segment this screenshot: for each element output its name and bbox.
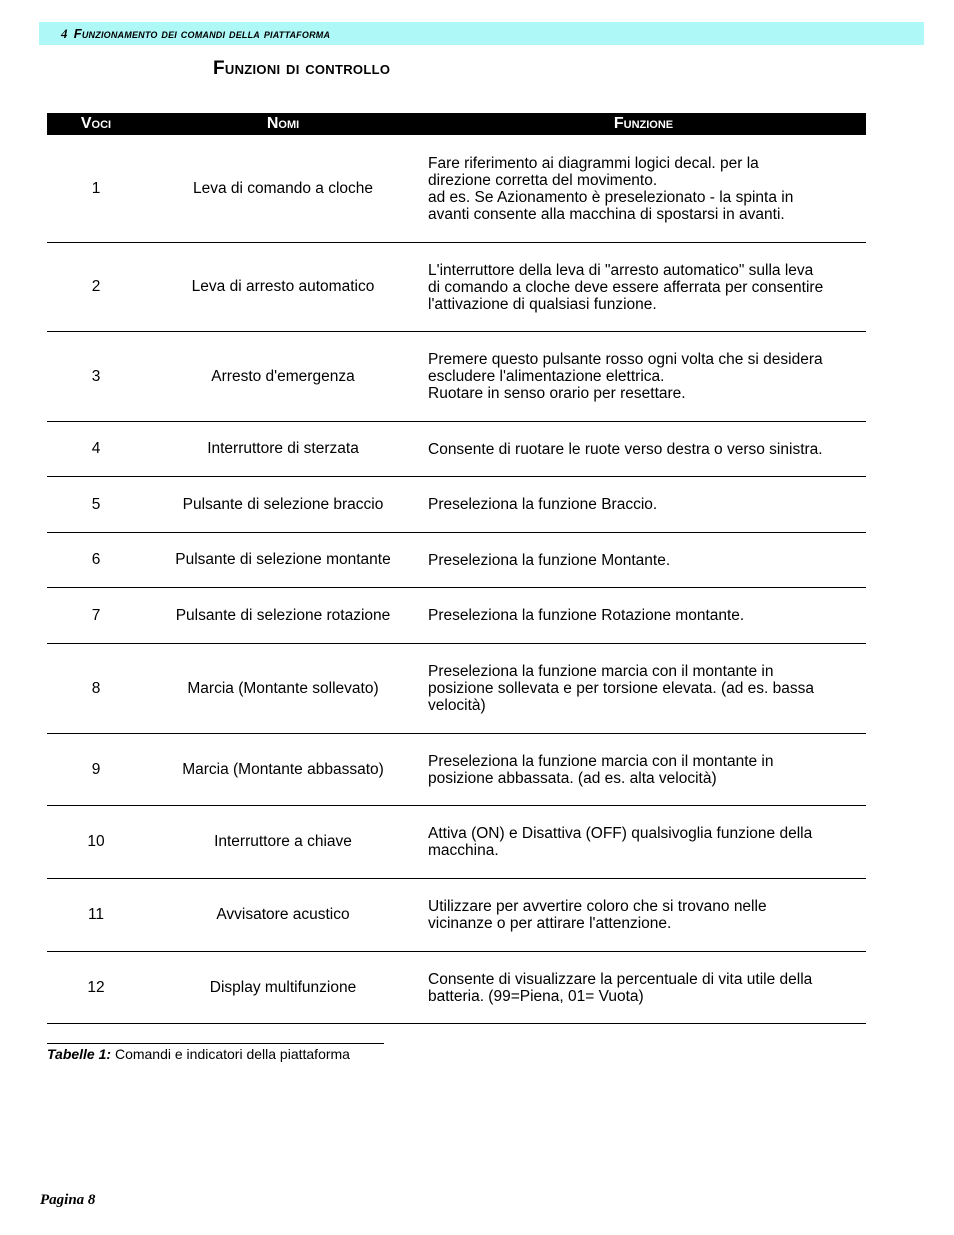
row-control-name: Arresto d'emergenza bbox=[211, 367, 355, 385]
table-row bbox=[47, 243, 866, 332]
controls-table bbox=[47, 113, 866, 1024]
row-control-name: Marcia (Montante abbassato) bbox=[182, 760, 384, 778]
row-control-name: Pulsante di selezione braccio bbox=[182, 495, 384, 513]
table-header bbox=[47, 113, 866, 135]
table-row bbox=[47, 135, 866, 243]
column-header-nomi: Nomi bbox=[266, 115, 300, 132]
table-row bbox=[47, 734, 866, 806]
caption-text: Comandi e indicatori della piattaforma bbox=[114, 1046, 350, 1062]
row-control-name: Leva di arresto automatico bbox=[191, 278, 375, 295]
row-function-description: Preseleziona la funzione Montante. bbox=[428, 551, 671, 569]
row-function-description: Consente di visualizzare la percentuale di vita utile della batteria. (99=Piena, 01= Vuota) bbox=[428, 970, 813, 1005]
row-item-number: 4 bbox=[91, 440, 101, 457]
table-row bbox=[47, 477, 866, 533]
table-row bbox=[47, 644, 866, 734]
row-control-name: Display multifunzione bbox=[209, 978, 357, 996]
row-control-name: Marcia (Montante sollevato) bbox=[187, 679, 379, 697]
row-item-number: 5 bbox=[91, 495, 101, 513]
table-row bbox=[47, 952, 866, 1024]
table-row bbox=[47, 879, 866, 952]
column-header-funzione: Funzione bbox=[613, 115, 674, 132]
row-function-description: Premere questo pulsante rosso ogni volta che si desidera escludere l'alimentazione elettrica. Ruotare in senso orario per resettare. bbox=[428, 351, 823, 402]
row-item-number: 1 bbox=[91, 179, 101, 197]
table-row bbox=[47, 588, 866, 644]
row-control-name: Avvisatore acustico bbox=[216, 906, 350, 923]
row-item-number: 2 bbox=[91, 278, 101, 295]
row-function-description: Preseleziona la funzione Rotazione montante. bbox=[428, 607, 745, 624]
table-body bbox=[47, 135, 866, 1024]
row-control-name: Leva di comando a cloche bbox=[192, 179, 374, 197]
table-row bbox=[47, 332, 866, 422]
table-row bbox=[47, 422, 866, 477]
row-item-number: 3 bbox=[91, 367, 101, 385]
row-function-description: Fare riferimento ai diagrammi logici decal. per la direzione corretta del movimento. ad es. Se Azionamento è preselezionato - la spinta in avanti consente alla macchina di spostarsi in avanti. bbox=[428, 154, 794, 223]
row-function-description: Utilizzare per avvertire coloro che si trovano nelle vicinanze o per attirare l'attenzione. bbox=[428, 898, 767, 932]
row-item-number: 12 bbox=[87, 978, 105, 996]
table-row bbox=[47, 806, 866, 879]
row-control-name: Pulsante di selezione montante bbox=[175, 551, 391, 568]
table-caption bbox=[47, 1043, 384, 1062]
row-function-description: Preseleziona la funzione Braccio. bbox=[428, 496, 658, 513]
row-item-number: 8 bbox=[91, 679, 101, 697]
row-function-description: Preseleziona la funzione marcia con il montante in posizione sollevata e per torsione elevata. (ad es. bassa velocità) bbox=[428, 663, 815, 714]
table-row bbox=[47, 533, 866, 588]
row-function-description: Preseleziona la funzione marcia con il montante in posizione abbassata. (ad es. alta velocità) bbox=[428, 752, 774, 787]
row-function-description: Consente di ruotare le ruote verso destra o verso sinistra. bbox=[428, 440, 823, 458]
row-control-name: Interruttore di sterzata bbox=[207, 440, 359, 457]
row-control-name: Interruttore a chiave bbox=[214, 833, 352, 850]
row-item-number: 10 bbox=[87, 833, 105, 850]
row-function-description: Attiva (ON) e Disattiva (OFF) qualsivoglia funzione della macchina. bbox=[428, 825, 813, 859]
caption-label: Tabelle 1: bbox=[47, 1046, 112, 1062]
row-function-description: L'interruttore della leva di "arresto automatico" sulla leva di comando a cloche deve essere afferrata per consentire l'attivazione di qualsiasi funzione. bbox=[428, 261, 824, 313]
row-item-number: 11 bbox=[87, 906, 105, 923]
chapter-title: Funzionamento dei comandi della piattaforma bbox=[73, 26, 331, 41]
section-title: Funzioni di controllo bbox=[213, 58, 391, 79]
row-item-number: 9 bbox=[91, 760, 101, 778]
page-number: Pagina 8 bbox=[40, 1192, 96, 1208]
column-header-voci: Voci bbox=[80, 115, 112, 132]
row-item-number: 7 bbox=[91, 606, 101, 624]
chapter-number: 4 bbox=[61, 26, 68, 41]
row-control-name: Pulsante di selezione rotazione bbox=[175, 606, 391, 624]
row-item-number: 6 bbox=[91, 551, 101, 568]
chapter-header bbox=[39, 22, 924, 45]
